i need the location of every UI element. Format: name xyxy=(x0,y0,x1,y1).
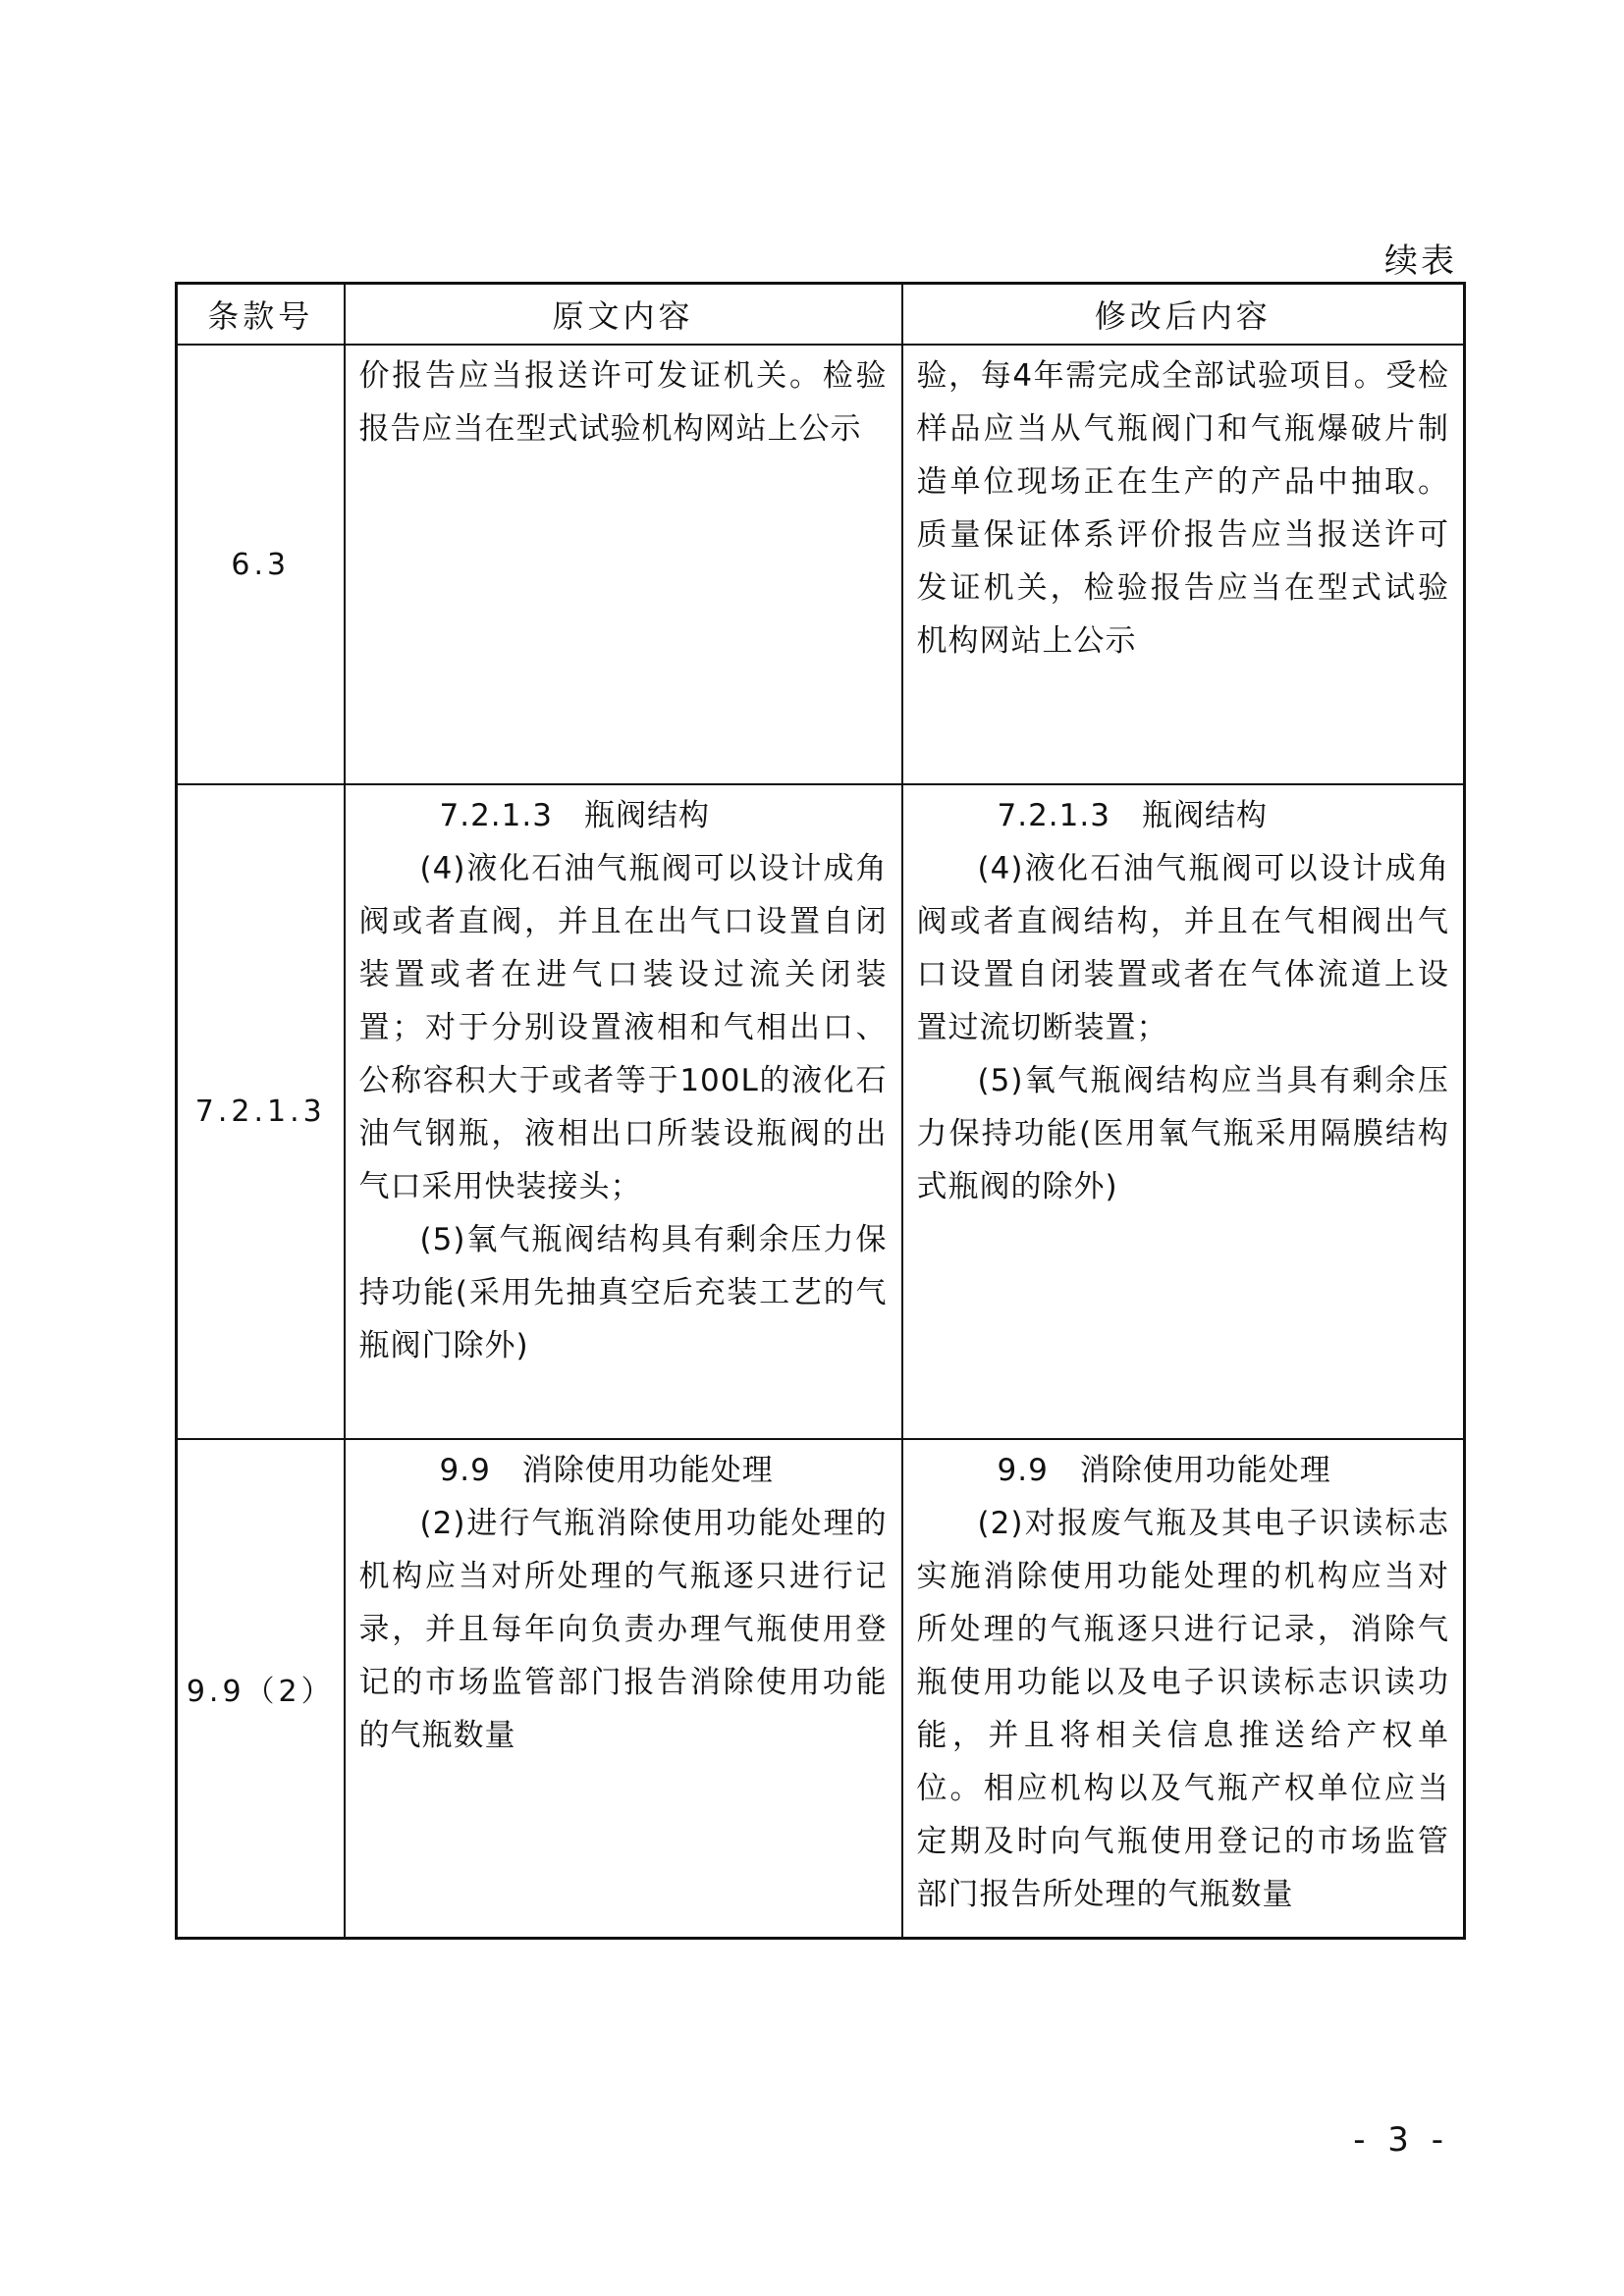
original-section-heading: 7.2.1.3 瓶阀结构 xyxy=(439,798,710,833)
continued-label: 续表 xyxy=(1384,241,1457,281)
revision-table xyxy=(175,282,1466,1940)
original-content xyxy=(345,1439,902,1938)
page-number: - 3 - xyxy=(1353,2120,1449,2160)
revised-section-heading: 9.9 消除使用功能处理 xyxy=(997,1453,1331,1488)
table-row xyxy=(177,1439,1465,1938)
revised-content xyxy=(902,345,1465,784)
clause-number: 9.9（2） xyxy=(177,1439,345,1938)
revised-section-heading: 7.2.1.3 瓶阀结构 xyxy=(997,798,1268,833)
table-row xyxy=(177,345,1465,784)
clause-number: 6.3 xyxy=(177,345,345,784)
original-section-heading: 9.9 消除使用功能处理 xyxy=(439,1453,774,1488)
header-revised: 修改后内容 xyxy=(902,284,1465,346)
table-row xyxy=(177,784,1465,1439)
revised-content xyxy=(902,1439,1465,1938)
original-paragraph: (4)液化石油气瓶阀可以设计成角阀或者直阀，并且在出气口设置自闭装置或者在进气口装设过流关闭装置；对于分别设置液相和气相出口、公称容积大于或者等于100L的液化石油气钢瓶，液相出口所装设瓶阀的出气口采用快装接头； xyxy=(358,851,888,1204)
revised-paragraph: (2)对报废气瓶及其电子识读标志实施消除使用功能处理的机构应当对所处理的气瓶逐只进行记录，消除气瓶使用功能以及电子识读标志识读功能，并且将相关信息推送给产权单位。相应机构以及气瓶产权单位应当定期及时向气瓶使用登记的市场监管部门报告所处理的气瓶数量 xyxy=(916,1506,1449,1912)
revised-content xyxy=(902,784,1465,1439)
header-original: 原文内容 xyxy=(345,284,902,346)
original-content xyxy=(345,784,902,1439)
clause-number: 7.2.1.3 xyxy=(177,784,345,1439)
header-clause: 条款号 xyxy=(177,284,345,346)
table-header-row xyxy=(177,284,1465,346)
original-paragraph: (5)氧气瓶阀结构具有剩余压力保持功能(采用先抽真空后充装工艺的气瓶阀门除外) xyxy=(358,1222,888,1363)
original-content xyxy=(345,345,902,784)
revised-paragraph: (5)氧气瓶阀结构应当具有剩余压力保持功能(医用氧气瓶采用隔膜结构式瓶阀的除外) xyxy=(916,1063,1449,1204)
original-paragraph: 价报告应当报送许可发证机关。检验报告应当在型式试验机构网站上公示 xyxy=(358,358,888,447)
original-paragraph: (2)进行气瓶消除使用功能处理的机构应当对所处理的气瓶逐只进行记录，并且每年向负责办理气瓶使用登记的市场监管部门报告消除使用功能的气瓶数量 xyxy=(358,1506,888,1753)
revised-paragraph: (4)液化石油气瓶阀可以设计成角阀或者直阀结构，并且在气相阀出气口设置自闭装置或者在气体流道上设置过流切断装置； xyxy=(916,851,1449,1045)
revised-paragraph: 验，每4年需完成全部试验项目。受检样品应当从气瓶阀门和气瓶爆破片制造单位现场正在生产的产品中抽取。质量保证体系评价报告应当报送许可发证机关，检验报告应当在型式试验机构网站上公示 xyxy=(916,358,1449,659)
